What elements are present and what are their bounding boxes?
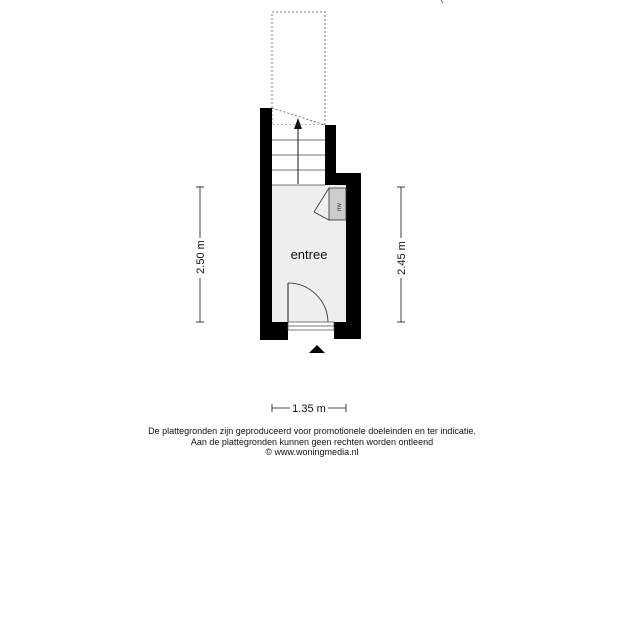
top-edge-mark bbox=[441, 0, 443, 3]
right-wall-lower bbox=[346, 173, 361, 339]
dimension-right-label: 2.45 m bbox=[396, 241, 408, 275]
disclaimer bbox=[0, 426, 624, 458]
left-wall bbox=[260, 108, 272, 340]
room-label-entree: entree bbox=[290, 247, 328, 262]
bottom-wall-right bbox=[334, 322, 361, 339]
dimension-left-label: 2.50 m bbox=[195, 240, 207, 274]
upper-area-outline bbox=[272, 12, 325, 125]
fixture-label: mv bbox=[337, 203, 343, 211]
bottom-wall-left bbox=[260, 322, 288, 340]
entrance-arrow-icon bbox=[309, 345, 325, 353]
disclaimer-line-2: Aan de plattegronden kunnen geen rechten worden ontleend bbox=[190, 436, 434, 447]
disclaimer-line-1: De plattegronden zijn geproduceerd voor promotionele doeleinden en ter indicatie. bbox=[148, 426, 476, 436]
disclaimer-copyright[interactable]: © www.woningmedia.nl bbox=[265, 447, 359, 457]
dimension-bottom-label: 1.35 m bbox=[292, 403, 326, 415]
